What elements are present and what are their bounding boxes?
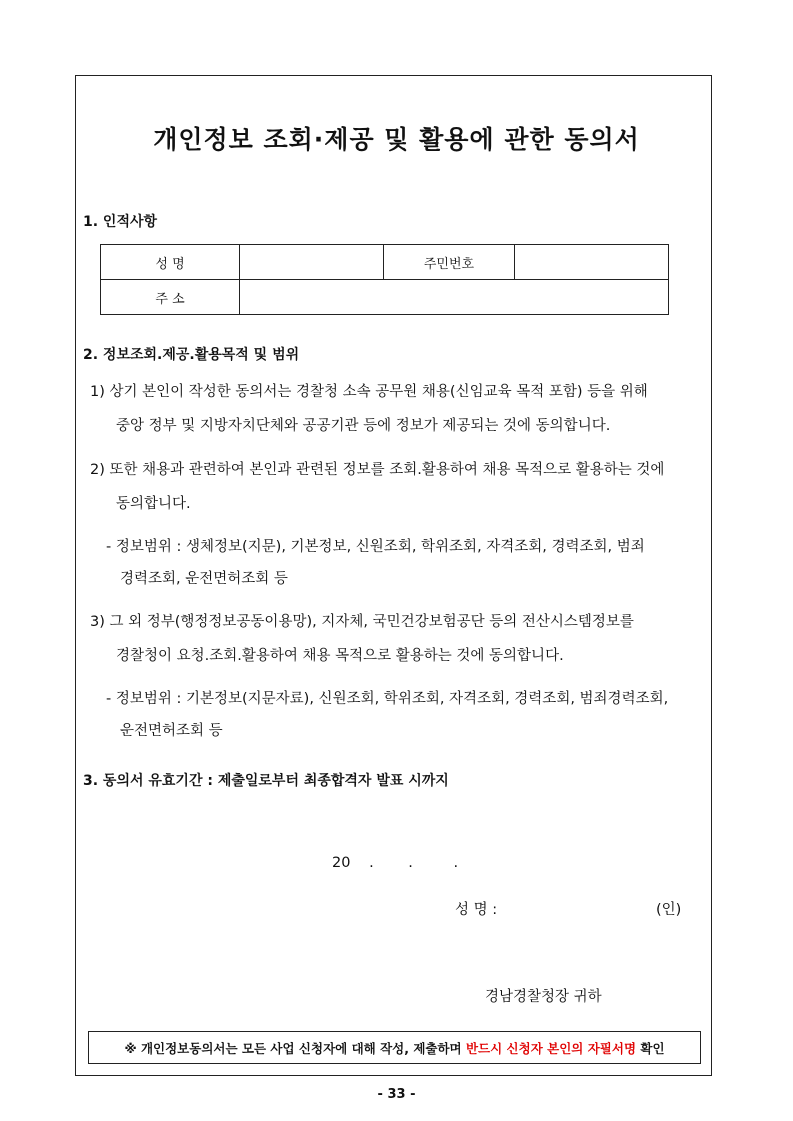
scope-2-line-1: - 정보범위 : 기본정보(지문자료), 신원조회, 학위조회, 자격조회, 경력조회, 범죄경력조회, — [106, 691, 669, 707]
item-3-line-2: 경찰청이 요청.조회.활용하여 채용 목적으로 활용하는 것에 동의합니다. — [116, 648, 564, 664]
item-2-line-1: 2) 또한 채용과 관련하여 본인과 관련된 정보를 조회.활용하여 채용 목적으로 활용하는 것에 — [90, 462, 665, 478]
date-dot: . — [408, 855, 413, 871]
year-prefix: 20 — [332, 855, 351, 871]
seal-mark: (인) — [656, 902, 682, 918]
date-line — [332, 855, 458, 871]
item-2-line-2: 동의합니다. — [116, 496, 191, 512]
table-row — [101, 245, 669, 280]
scope-1-line-1: - 정보범위 : 생체정보(지문), 기본정보, 신원조회, 학위조회, 자격조회, 경력조회, 범죄 — [106, 539, 645, 555]
table-row — [101, 280, 669, 315]
scope-2-line-2: 운전면허조회 등 — [120, 723, 223, 739]
id-number-field[interactable] — [515, 245, 669, 280]
scope-1-line-2: 경력조회, 운전면허조회 등 — [120, 571, 288, 587]
signature-name-label: 성 명 : — [455, 902, 498, 918]
section-2-heading: 2. 정보조회.제공.활용목적 및 범위 — [83, 347, 300, 363]
address-field[interactable] — [240, 280, 669, 315]
date-dot: . — [453, 855, 459, 871]
page-title: 개인정보 조회·제공 및 활용에 관한 동의서 — [153, 125, 640, 154]
notice-highlight: 반드시 신청자 본인의 자필서명 — [465, 1040, 637, 1056]
personal-info-table — [100, 244, 669, 315]
id-number-label: 주민번호 — [384, 245, 515, 280]
item-1-line-1: 1) 상기 본인이 작성한 동의서는 경찰청 소속 공무원 채용(신임교육 목적 포함) 등을 위해 — [90, 384, 648, 400]
address-label: 주 소 — [101, 280, 240, 315]
name-field[interactable] — [240, 245, 384, 280]
section-1-heading: 1. 인적사항 — [83, 214, 158, 230]
page-number: - 33 - — [377, 1087, 416, 1102]
section-3-heading: 3. 동의서 유효기간 : 제출일로부터 최종합격자 발표 시까지 — [83, 773, 449, 789]
item-3-line-1: 3) 그 외 정부(행정정보공동이용망), 지자체, 국민건강보험공단 등의 전산시스템정보를 — [90, 614, 634, 630]
notice-box — [88, 1031, 701, 1064]
notice-text: ※ 개인정보동의서는 모든 사업 신청자에 대해 작성, 제출하며 — [124, 1040, 466, 1056]
date-dot: . — [369, 855, 374, 871]
recipient-line: 경남경찰청장 귀하 — [485, 989, 602, 1005]
name-label: 성 명 — [101, 245, 240, 280]
notice-suffix: 확인 — [636, 1040, 665, 1056]
item-1-line-2: 중앙 정부 및 지방자치단체와 공공기관 등에 정보가 제공되는 것에 동의합니다. — [116, 418, 611, 434]
